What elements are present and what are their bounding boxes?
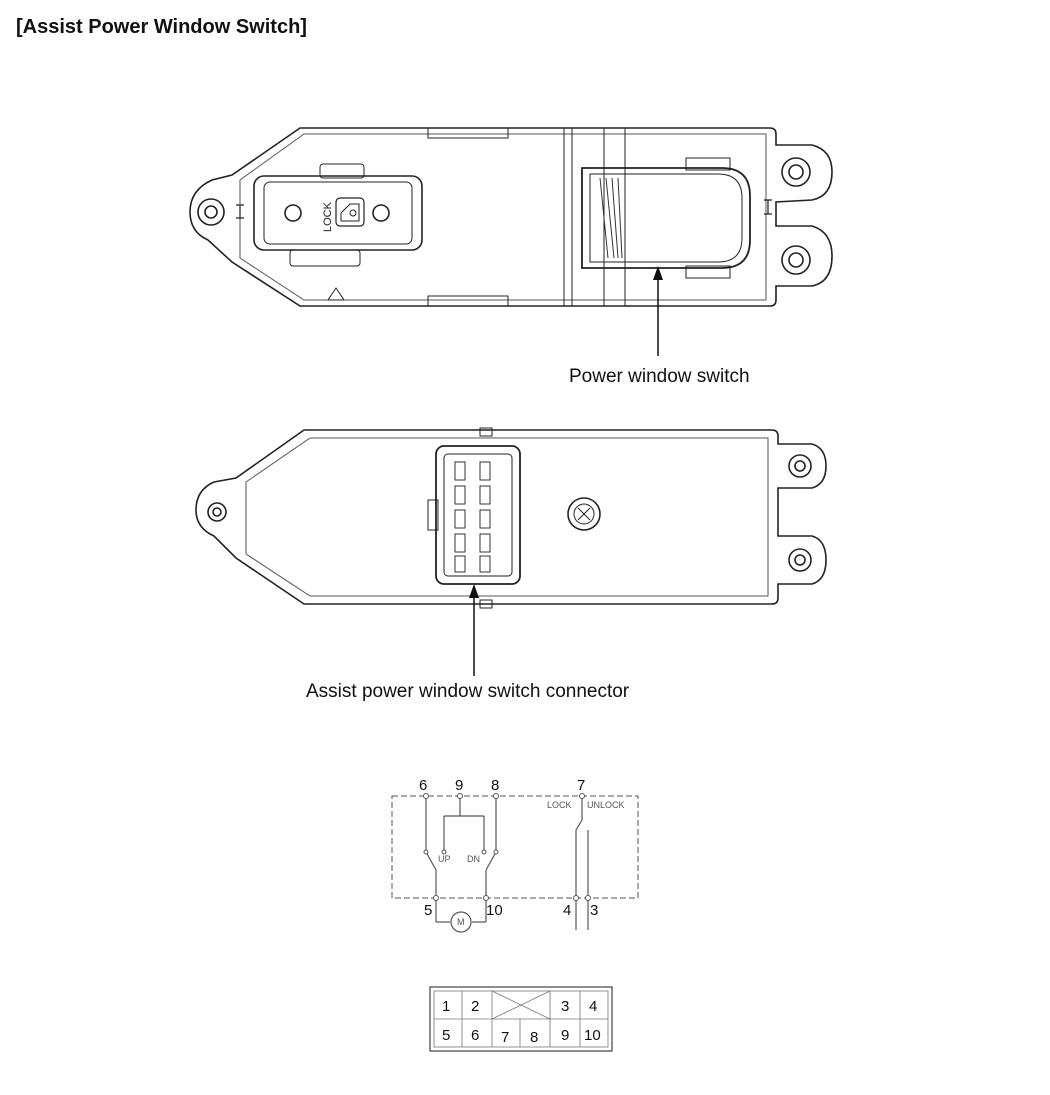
circuit-diagram [392, 777, 638, 932]
leader-arrow-bottom [469, 584, 479, 676]
up-label: UP [438, 854, 451, 864]
pin-cell-6: 6 [471, 1027, 480, 1044]
motor-label: M [457, 917, 465, 927]
terminal-6: 6 [419, 777, 428, 794]
terminal-7: 7 [577, 777, 586, 794]
pin-cell-3: 3 [561, 998, 570, 1015]
terminal-8: 8 [491, 777, 500, 794]
lock-text: LOCK [322, 202, 334, 232]
terminal-4: 4 [563, 902, 572, 919]
terminal-10: 10 [486, 902, 503, 919]
pin-cell-8: 8 [530, 1029, 539, 1046]
leader-arrow-top [653, 266, 663, 356]
lock-label: LOCK [547, 800, 572, 810]
pin-cell-9: 9 [561, 1027, 570, 1044]
terminal-9: 9 [455, 777, 464, 794]
dn-label: DN [467, 854, 480, 864]
power-window-switch-caption: Power window switch [569, 366, 750, 387]
pin-cell-4: 4 [589, 998, 598, 1015]
unlock-label: UNLOCK [587, 800, 625, 810]
connector-pin-table [430, 987, 612, 1051]
pin-cell-10: 10 [584, 1027, 601, 1044]
pin-cell-2: 2 [471, 998, 480, 1015]
pin-cell-1: 1 [442, 998, 451, 1015]
terminal-5: 5 [424, 902, 433, 919]
pin-cell-7: 7 [501, 1029, 510, 1046]
terminal-3: 3 [590, 902, 599, 919]
switch-top-view [190, 128, 832, 306]
switch-bottom-view [196, 428, 826, 608]
pin-cell-5: 5 [442, 1027, 451, 1044]
connector-caption: Assist power window switch connector [306, 681, 630, 702]
page-title: [Assist Power Window Switch] [16, 16, 307, 38]
